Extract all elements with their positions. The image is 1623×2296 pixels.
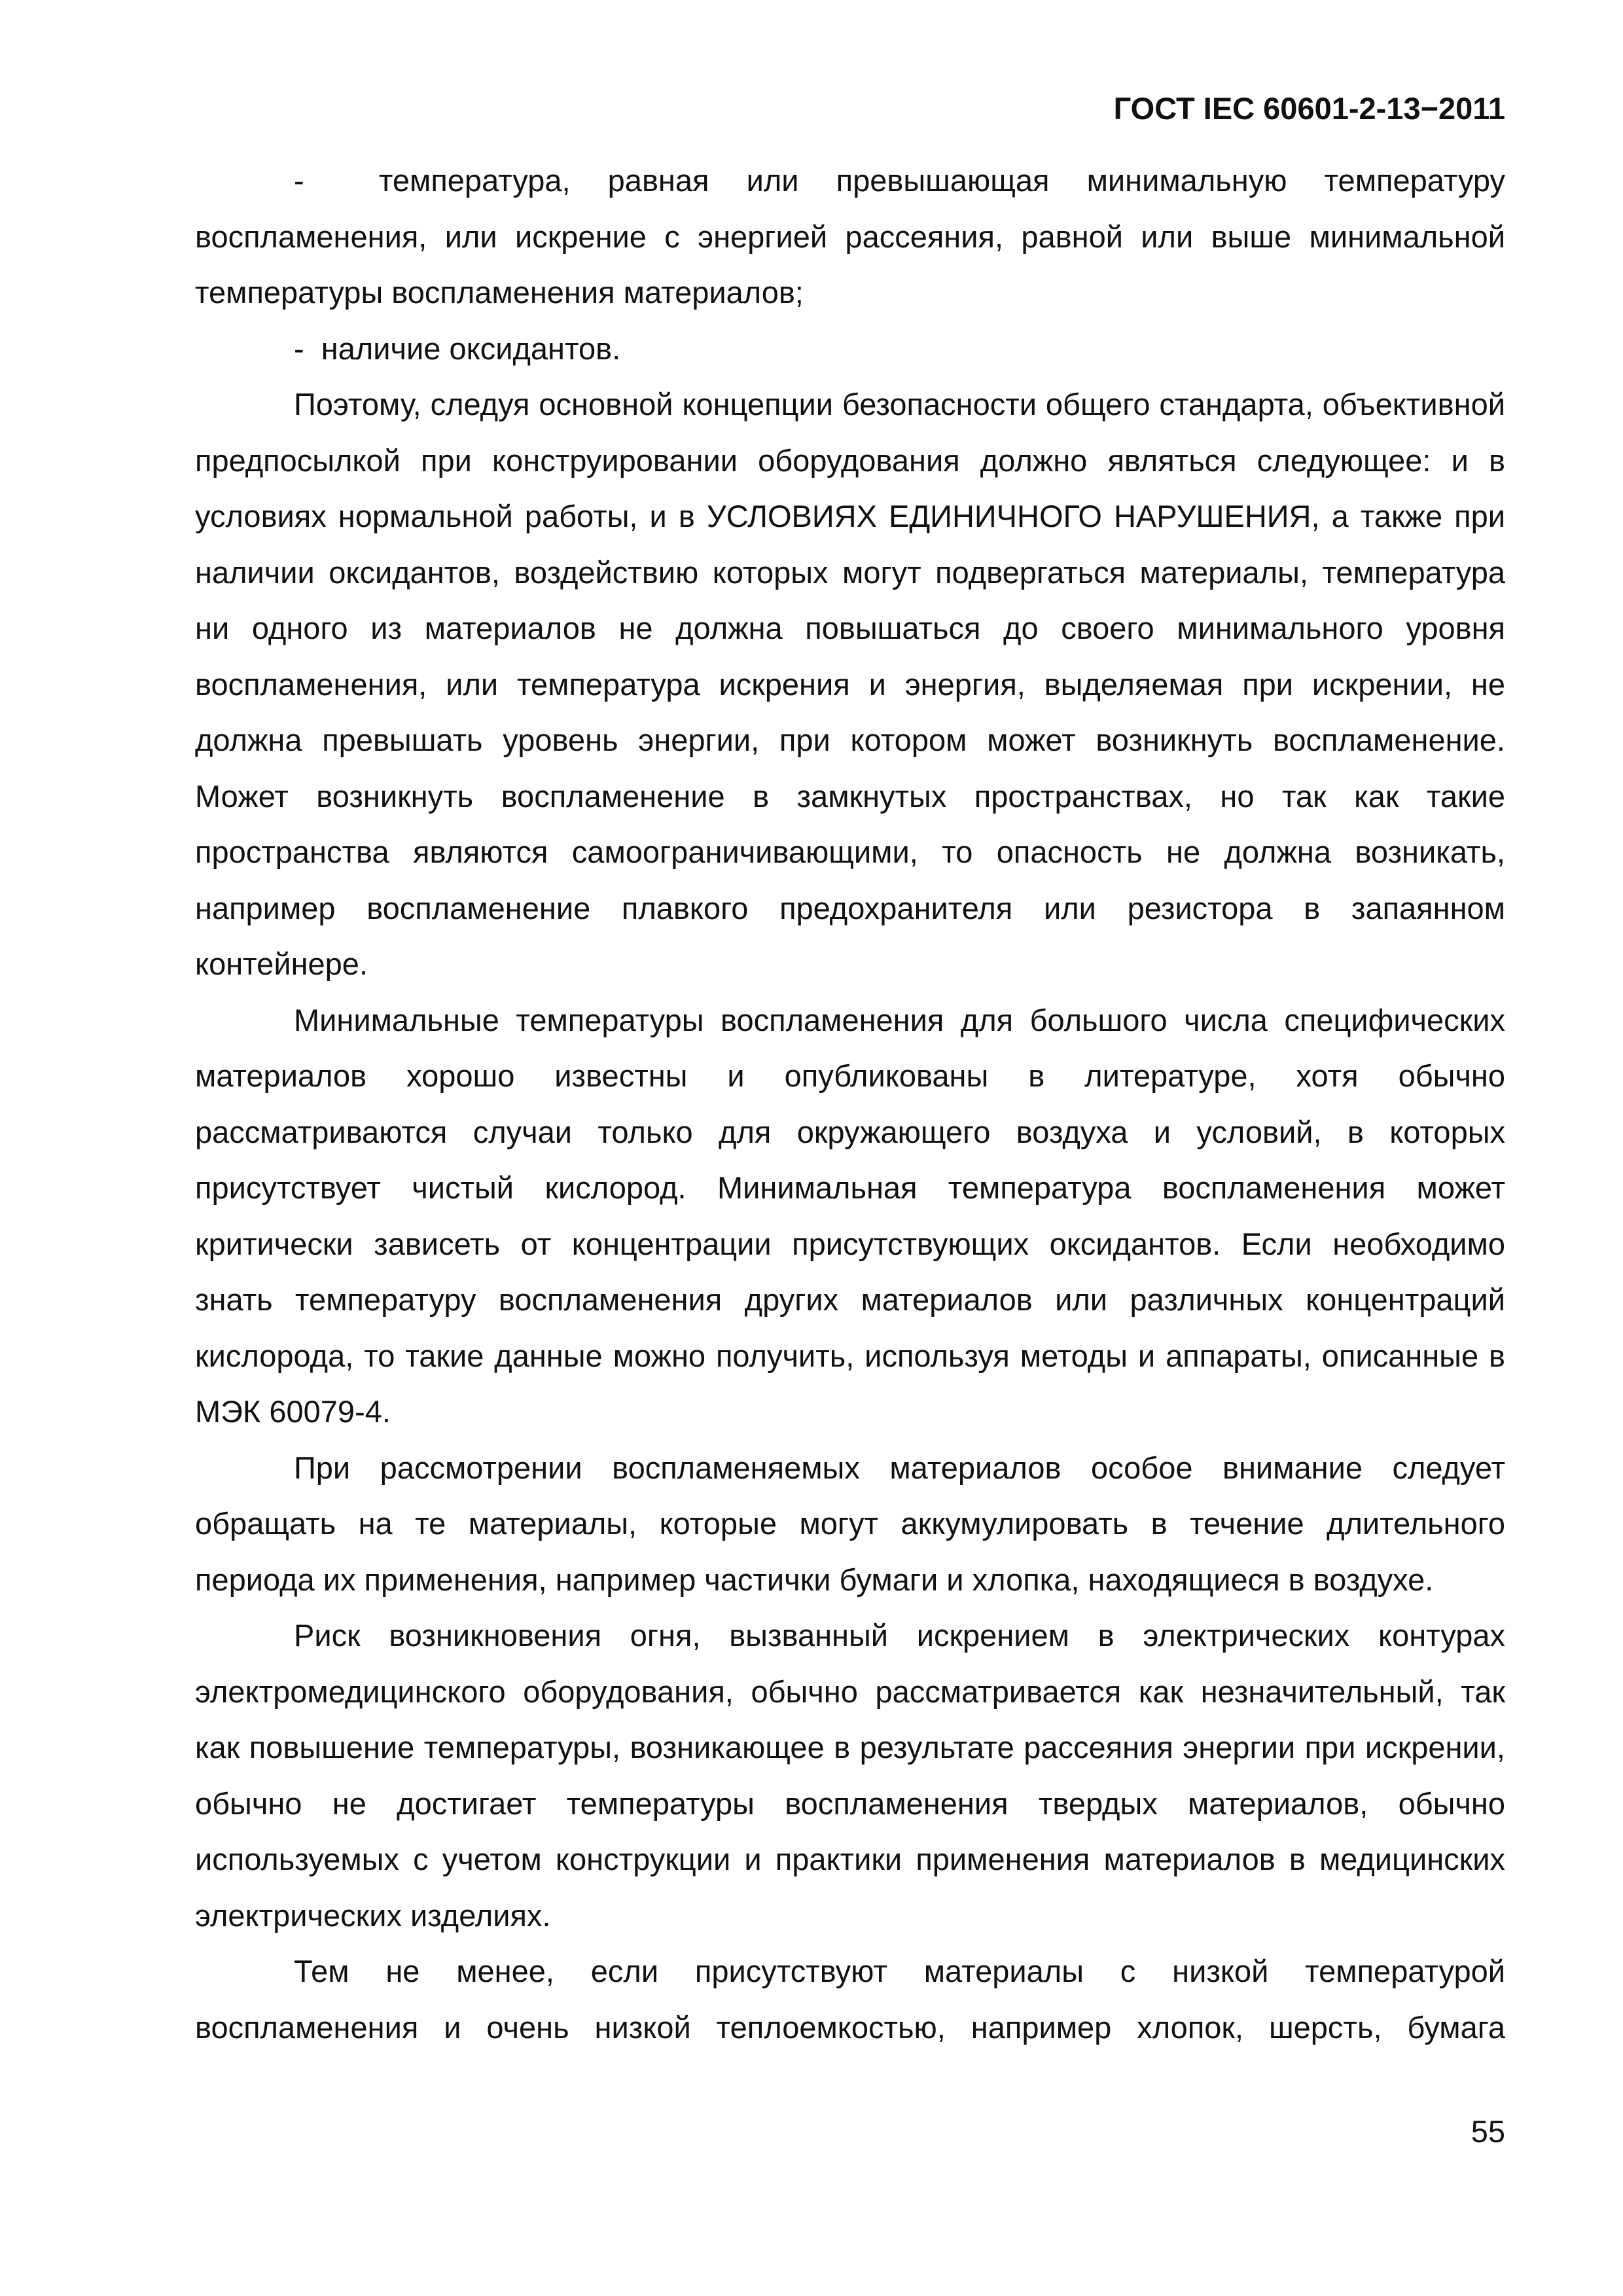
paragraph-ignition-temperatures: Минимальные температуры воспламенения для большого числа специфических материалов хорошо известны и опубликованы в литературе, хотя обычно рассматриваются случаи только для окружающего воздуха и условий, в которых присутствует чистый кислород. Минимальная температура воспламенения может критически зависеть от концентрации присутствующих оксидантов. Если необходимо знать температуру воспламенения других материалов или различных концентраций кислорода, то такие данные можно получить, используя методы и аппараты, описанные в МЭК 60079-4. [195,1002,1505,1429]
list-item-oxidants: - наличие оксидантов. [294,331,621,366]
paragraph-safety-concept: Поэтому, следуя основной концепции безопасности общего стандарта, объективной предпосылкой при конструировании оборудования должно являться следующее: и в условиях нормальной работы, и в УСЛОВИЯХ ЕДИНИЧНОГО НАРУШЕНИЯ, а также при наличии оксидантов, воздействию которых могут подвергаться материалы, температура ни одного из материалов не должна повышаться до своего минимального уровня воспламенения, или температура искрения и энергия, выделяемая при искрении, не должна превышать уровень энергии, при котором может возникнуть воспламенение. Может возникнуть воспламенение в замкнутых пространствах, но так как такие пространства являются самоограничивающими, то опасность не должна возникать, например воспламенение плавкого предохранителя или резистора в запаянном контейнере. [195,387,1505,981]
paragraph-flammable-materials: При рассмотрении воспламеняемых материалов особое внимание следует обращать на те материалы, которые могут аккумулировать в течение длительного периода их применения, например частички бумаги и хлопка, находящиеся в воздухе. [195,1450,1505,1597]
list-item-temperature: - температура, равная или превышающая минимальную температуру воспламенения, или искрение с энергией рассеяния, равной или выше минимальной температуры воспламенения материалов; [195,163,1505,310]
page-number: 55 [1471,2114,1505,2149]
paragraph-fire-risk: Риск возникновения огня, вызванный искрением в электрических контурах электромедицинского оборудования, обычно рассматривается как незначительный, так как повышение температуры, возникающее в результате рассеяния энергии при искрении, обычно не достигает температуры воспламенения твердых материалов, обычно используемых с учетом конструкции и практики применения материалов в медицинских электрических изделиях. [195,1618,1505,1933]
document-body [195,152,1505,2055]
standard-header: ГОСТ IEC 60601-2-13−2011 [1113,91,1505,126]
paragraph-low-ignition: Тем не менее, если присутствуют материалы с низкой температурой воспламенения и очень низкой теплоемкостью, например хлопок, шерсть, бумага [195,1954,1505,2045]
